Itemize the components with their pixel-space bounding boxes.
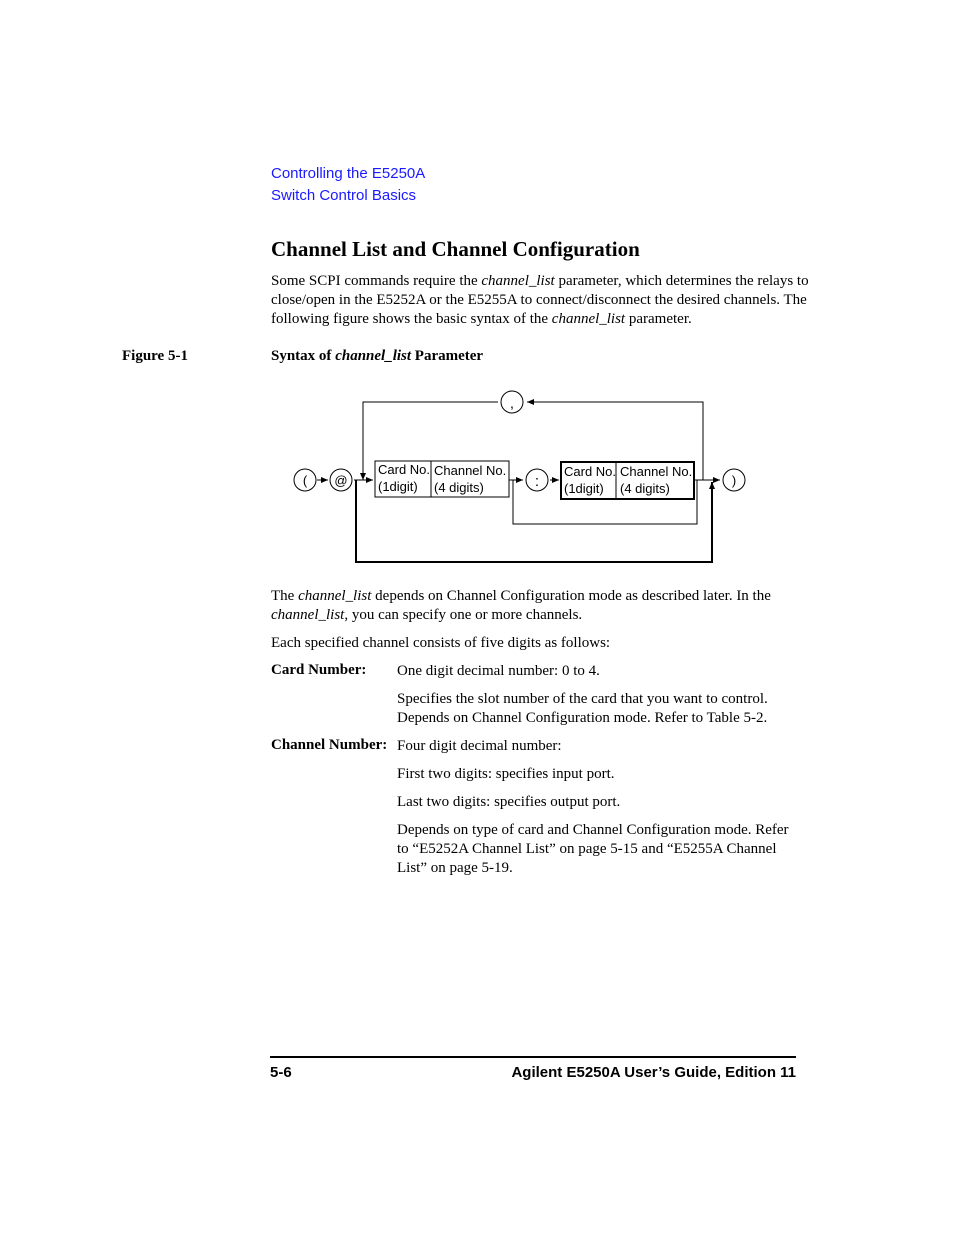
channel-list-paragraph: The channel_list depends on Channel Configuration mode as described later. In the channel_list, you can specify one or more channels. (271, 588, 771, 623)
card-digit-label-2: (1digit) (564, 481, 604, 496)
close-paren-label: ) (731, 473, 737, 488)
figure-caption: Syntax of channel_list Parameter (271, 348, 484, 364)
footer-rule (270, 1056, 796, 1058)
document-title: Agilent E5250A User’s Guide, Edition 11 (511, 1064, 796, 1081)
syntax-diagram (280, 385, 760, 575)
input-port-desc: First two digits: specifies input port. (397, 766, 615, 782)
intro-paragraph: Some SCPI commands require the channel_list parameter, which determines the relays to close/open in the E5252A or the E5255A to connect/disconnect the desired channels. The following figure shows the basic syntax of the channel_list parameter. (271, 273, 809, 327)
five-digits-paragraph: Each specified channel consists of five digits as follows: (271, 635, 611, 651)
colon-label: : (534, 473, 540, 490)
channel-config-desc: Depends on type of card and Channel Configuration mode. Refer to “E5252A Channel List” on page 5-15 and “E5255A Channel List” on page 5-19. (397, 822, 789, 876)
card-no-label-2: Card No. (564, 464, 617, 479)
page-number: 5-6 (270, 1064, 292, 1081)
breadcrumb-item-switch-basics[interactable]: Switch Control Basics (271, 187, 417, 204)
card-number-detail: Specifies the slot number of the card that you want to control. Depends on Channel Configuration mode. Refer to Table 5-2. (397, 691, 768, 726)
section-title: Channel List and Channel Configuration (271, 237, 640, 261)
figure-label: Figure 5-1 (122, 348, 188, 364)
channel-digits-label-2: (4 digits) (620, 481, 670, 496)
channel-no-label-2: Channel No. (620, 464, 693, 479)
at-label: @ (334, 473, 348, 488)
channel-no-label-1: Channel No. (434, 463, 507, 478)
open-paren-label: ( (302, 473, 308, 488)
breadcrumb-item-controlling[interactable]: Controlling the E5250A (271, 165, 426, 182)
output-port-desc: Last two digits: specifies output port. (397, 794, 621, 810)
channel-digits-label-1: (4 digits) (434, 480, 484, 495)
channel-number-term: Channel Number: (271, 737, 388, 753)
channel-number-desc: Four digit decimal number: (397, 738, 562, 754)
card-number-term: Card Number: (271, 662, 367, 678)
card-number-desc: One digit decimal number: 0 to 4. (397, 663, 600, 679)
card-digit-label-1: (1digit) (378, 479, 418, 494)
comma-label: , (510, 395, 514, 411)
card-no-label-1: Card No. (378, 462, 431, 477)
